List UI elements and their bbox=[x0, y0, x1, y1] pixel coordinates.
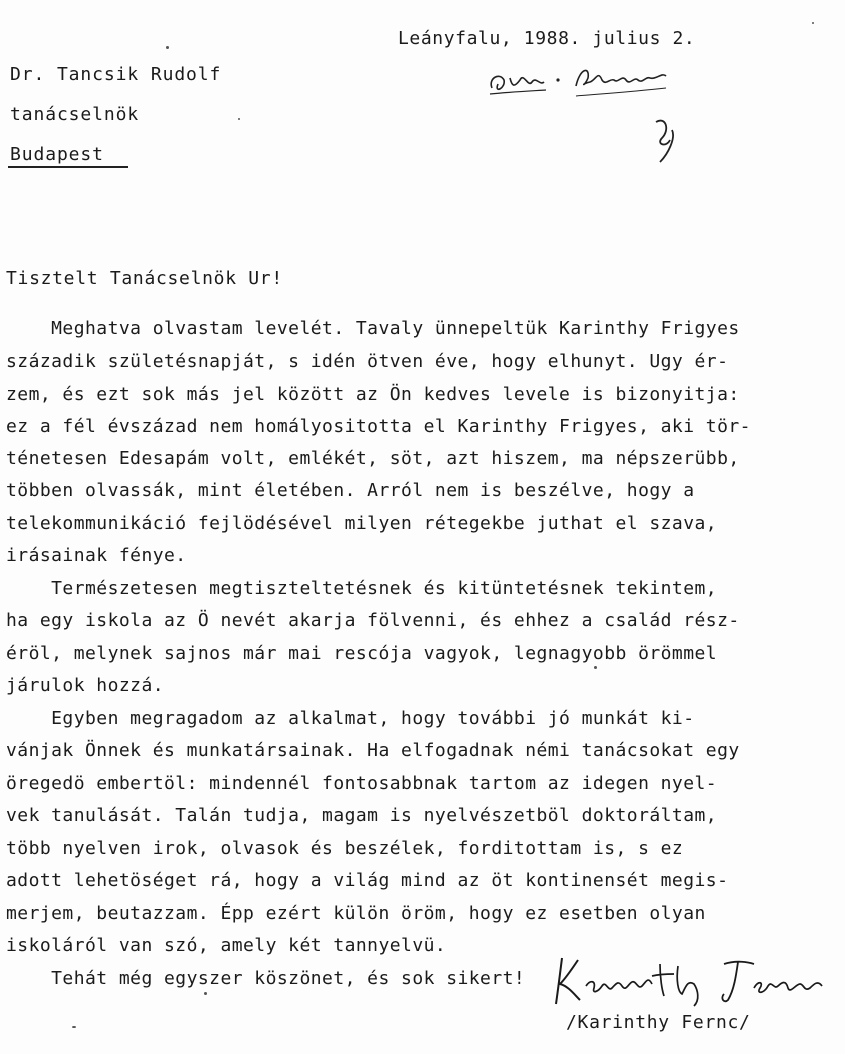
body-line: ez a fél évszázad nem homályositotta el Karinthy Frigyes, aki tör- bbox=[6, 416, 751, 437]
handwritten-annotation bbox=[480, 58, 700, 168]
body-line: iskoláról van szó, amely két tannyelvü. bbox=[6, 935, 447, 956]
body-line: éröl, melynek sajnos már mai rescója vagyok, legnagyobb örömmel bbox=[6, 643, 718, 664]
body-line: telekommunikáció fejlödésével milyen rétegekbe juthat el szava, bbox=[6, 513, 718, 534]
recipient-name: Dr. Tancsik Rudolf bbox=[10, 64, 222, 85]
body-line: irásainak fénye. bbox=[6, 545, 187, 566]
recipient-title: tanácselnök bbox=[10, 104, 140, 125]
body-line: Egyben megragadom az alkalmat, hogy további jó munkát ki- bbox=[6, 708, 695, 729]
salutation: Tisztelt Tanácselnök Ur! bbox=[6, 268, 283, 289]
body-line: öregedö embertöl: mindennél fontosabbnak tartom az idegen nyel- bbox=[6, 773, 718, 794]
scan-speck bbox=[238, 118, 240, 120]
body-line: ténetesen Edesapám volt, emlékét, söt, azt hiszem, ma népszerübb, bbox=[6, 448, 740, 469]
body-line: Természetesen megtiszteltetésnek és kitüntetésnek tekintem, bbox=[6, 578, 718, 599]
body-line: vánjak Önnek és munkatársainak. Ha elfogadnak némi tanácsokat egy bbox=[6, 740, 740, 761]
body-line: zem, és ezt sok más jel között az Ön kedves levele is bizonyitja: bbox=[6, 384, 740, 405]
body-line: többen olvassák, mint életében. Arról nem is beszélve, hogy a bbox=[6, 480, 695, 501]
scan-speck bbox=[166, 46, 169, 49]
typed-signature: /Karinthy Fernc/ bbox=[566, 1012, 751, 1033]
body-line: Meghatva olvastam levelét. Tavaly ünnepeltük Karinthy Frigyes bbox=[6, 318, 740, 339]
body-line: ha egy iskola az Ö nevét akarja fölvenni, és ehhez a család rész- bbox=[6, 610, 740, 631]
body-line: több nyelven irok, olvasok és beszélek, forditottam is, s ez bbox=[6, 838, 684, 859]
city-underline bbox=[8, 166, 128, 168]
body-line: merjem, beutazzam. Épp ezért külön öröm, hogy ez esetben olyan bbox=[6, 903, 706, 924]
handwritten-signature bbox=[548, 950, 828, 1010]
scan-speck bbox=[812, 22, 814, 24]
scan-speck bbox=[72, 1026, 76, 1028]
body-line: századik születésnapját, s idén ötven éve, hogy elhunyt. Ugy ér- bbox=[6, 351, 729, 372]
body-line: Tehát még egyszer köszönet, és sok sikert! bbox=[6, 968, 526, 989]
body-line: járulok hozzá. bbox=[6, 675, 165, 696]
body-line: vek tanulását. Talán tudja, magam is nyelvészetböl doktoráltam, bbox=[6, 805, 718, 826]
scan-speck bbox=[204, 992, 207, 995]
scan-speck bbox=[594, 666, 597, 669]
body-line: adott lehetöséget rá, hogy a világ mind az öt kontinensét megis- bbox=[6, 870, 729, 891]
place-date: Leányfalu, 1988. julius 2. bbox=[398, 28, 696, 49]
recipient-city: Budapest bbox=[10, 144, 104, 165]
